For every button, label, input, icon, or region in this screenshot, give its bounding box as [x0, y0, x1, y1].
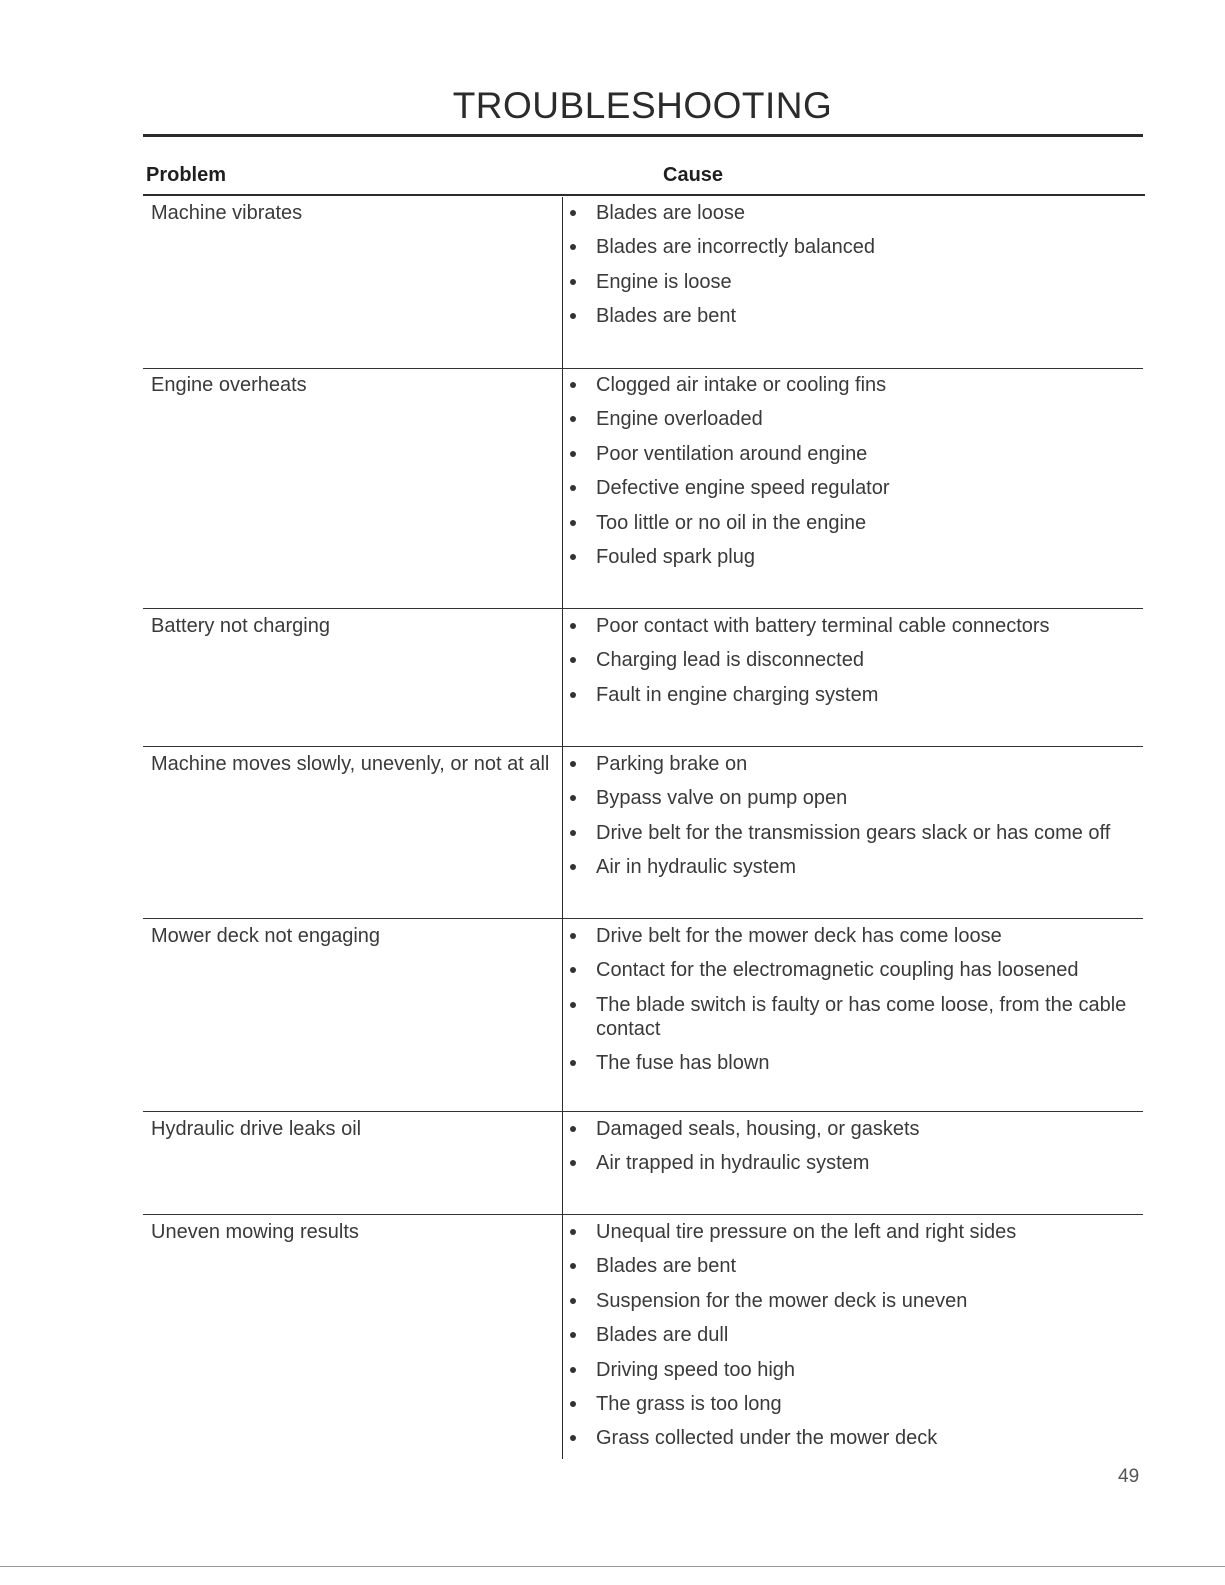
bullet-icon: [570, 485, 576, 491]
row-divider: [143, 608, 1143, 609]
cause-item: [596, 1392, 1141, 1416]
cause-item: [596, 373, 1141, 397]
cause-text: Drive belt for the mower deck has come loose: [596, 925, 1002, 947]
cause-text: Poor ventilation around engine: [596, 442, 868, 465]
page-title: TROUBLESHOOTING: [452, 85, 833, 126]
cause-text: Air trapped in hydraulic system: [596, 1152, 870, 1175]
bullet-icon: [570, 1126, 576, 1132]
bullet-icon: [570, 1435, 576, 1441]
cause-text: Charging lead is disconnected: [596, 649, 864, 672]
bullet-icon: [570, 1060, 576, 1066]
cause-text: Blades are bent: [596, 305, 737, 328]
cause-item: [596, 1051, 1141, 1075]
bottom-rule: [0, 1566, 1225, 1567]
cause-text: The grass is too long: [596, 1392, 782, 1415]
header-rule: [143, 194, 1145, 196]
cause-text: Blades are bent: [596, 1255, 737, 1278]
problem-mower-deck-not-engaging: Mower deck not engaging: [151, 925, 381, 947]
bullet-icon: [570, 244, 576, 250]
bullet-icon: [570, 554, 576, 560]
bullet-icon: [570, 1332, 576, 1338]
cause-item: [596, 235, 1141, 259]
cause-column-header: Cause: [663, 164, 724, 186]
bullet-icon: [570, 1229, 576, 1235]
cause-item: [596, 545, 1141, 569]
cause-item: [596, 1289, 1141, 1313]
cause-list-hydraulic-drive-leaks-oil: [596, 1117, 1141, 1186]
cause-list-battery-not-charging: [596, 614, 1141, 717]
problem-engine-overheats: Engine overheats: [151, 374, 307, 396]
cause-item: [596, 821, 1141, 845]
bullet-icon: [570, 210, 576, 216]
cause-item: [596, 476, 1141, 500]
bullet-icon: [570, 1160, 576, 1166]
problem-machine-vibrates: Machine vibrates: [151, 202, 303, 224]
cause-item: [596, 855, 1141, 879]
title-rule: [143, 134, 1143, 137]
cause-text: Poor contact with battery terminal cable connectors: [596, 615, 1050, 637]
bullet-icon: [570, 313, 576, 319]
cause-text: Engine overloaded: [596, 408, 763, 431]
bullet-icon: [570, 657, 576, 663]
bullet-icon: [570, 1367, 576, 1373]
cause-text: Driving speed too high: [596, 1358, 796, 1381]
cause-item: [596, 201, 1141, 225]
cause-text: Parking brake on: [596, 753, 748, 775]
bullet-icon: [570, 1401, 576, 1407]
cause-list-uneven-mowing-results: [596, 1220, 1141, 1461]
cause-text: Fault in engine charging system: [596, 683, 879, 706]
problem-battery-not-charging: Battery not charging: [151, 615, 330, 637]
cause-text: Contact for the electromagnetic coupling has loosened: [596, 959, 1079, 982]
cause-item: [596, 993, 1141, 1041]
bullet-icon: [570, 795, 576, 801]
cause-text: Too little or no oil in the engine: [596, 511, 867, 534]
bullet-icon: [570, 933, 576, 939]
cause-text: Fouled spark plug: [596, 545, 755, 568]
cause-list-machine-vibrates: [596, 201, 1141, 339]
cause-text: Air in hydraulic system: [596, 856, 797, 879]
bullet-icon: [570, 1298, 576, 1304]
cause-item: [596, 1151, 1141, 1175]
bullet-icon: [570, 761, 576, 767]
cause-item: [596, 786, 1141, 810]
cause-text: Drive belt for the transmission gears slack or has come off: [596, 821, 1111, 844]
row-divider: [143, 746, 1143, 747]
cause-text: Suspension for the mower deck is uneven: [596, 1289, 968, 1312]
problem-hydraulic-drive-leaks-oil: Hydraulic drive leaks oil: [151, 1118, 362, 1140]
bullet-icon: [570, 864, 576, 870]
cause-item: [596, 1358, 1141, 1382]
problem-column-header: Problem: [146, 164, 227, 186]
cause-text: Blades are dull: [596, 1324, 729, 1347]
bullet-icon: [570, 451, 576, 457]
cause-item: [596, 442, 1141, 466]
page-number: 49: [1118, 1466, 1140, 1487]
cause-list-mower-deck-not-engaging: [596, 924, 1141, 1086]
bullet-icon: [570, 416, 576, 422]
cause-text: Grass collected under the mower deck: [596, 1427, 938, 1450]
cause-text: Damaged seals, housing, or gaskets: [596, 1118, 920, 1140]
cause-list-machine-moves-slowly: [596, 752, 1141, 890]
cause-item: [596, 1220, 1141, 1244]
cause-item: [596, 648, 1141, 672]
cause-text: Defective engine speed regulator: [596, 477, 890, 500]
cause-item: [596, 1426, 1141, 1450]
bullet-icon: [570, 692, 576, 698]
cause-list-engine-overheats: [596, 373, 1141, 579]
bullet-icon: [570, 623, 576, 629]
row-divider: [143, 918, 1143, 919]
cause-text: The blade switch is faulty or has come loose, from the cable contact: [596, 993, 1127, 1040]
cause-item: [596, 1254, 1141, 1278]
bullet-icon: [570, 1002, 576, 1008]
row-divider: [143, 368, 1143, 369]
cause-item: [596, 683, 1141, 707]
cause-text: Clogged air intake or cooling fins: [596, 374, 887, 396]
cause-text: Blades are incorrectly balanced: [596, 236, 876, 259]
bullet-icon: [570, 1263, 576, 1269]
cause-text: Engine is loose: [596, 270, 732, 293]
cause-text: Blades are loose: [596, 202, 745, 224]
cause-item: [596, 1323, 1141, 1347]
problem-uneven-mowing-results: Uneven mowing results: [151, 1221, 359, 1243]
problem-machine-moves-slowly: Machine moves slowly, unevenly, or not at all: [151, 753, 550, 775]
column-divider: [562, 197, 563, 1459]
cause-item: [596, 511, 1141, 535]
cause-text: Unequal tire pressure on the left and right sides: [596, 1221, 1017, 1243]
bullet-icon: [570, 382, 576, 388]
cause-item: [596, 958, 1141, 982]
bullet-icon: [570, 967, 576, 973]
cause-item: [596, 1117, 1141, 1141]
cause-item: [596, 614, 1141, 638]
bullet-icon: [570, 520, 576, 526]
bullet-icon: [570, 830, 576, 836]
cause-item: [596, 924, 1141, 948]
cause-item: [596, 752, 1141, 776]
row-divider: [143, 1111, 1143, 1112]
bullet-icon: [570, 279, 576, 285]
cause-item: [596, 270, 1141, 294]
cause-item: [596, 407, 1141, 431]
cause-text: Bypass valve on pump open: [596, 787, 848, 810]
row-divider: [143, 1214, 1143, 1215]
cause-item: [596, 304, 1141, 328]
cause-text: The fuse has blown: [596, 1052, 770, 1075]
